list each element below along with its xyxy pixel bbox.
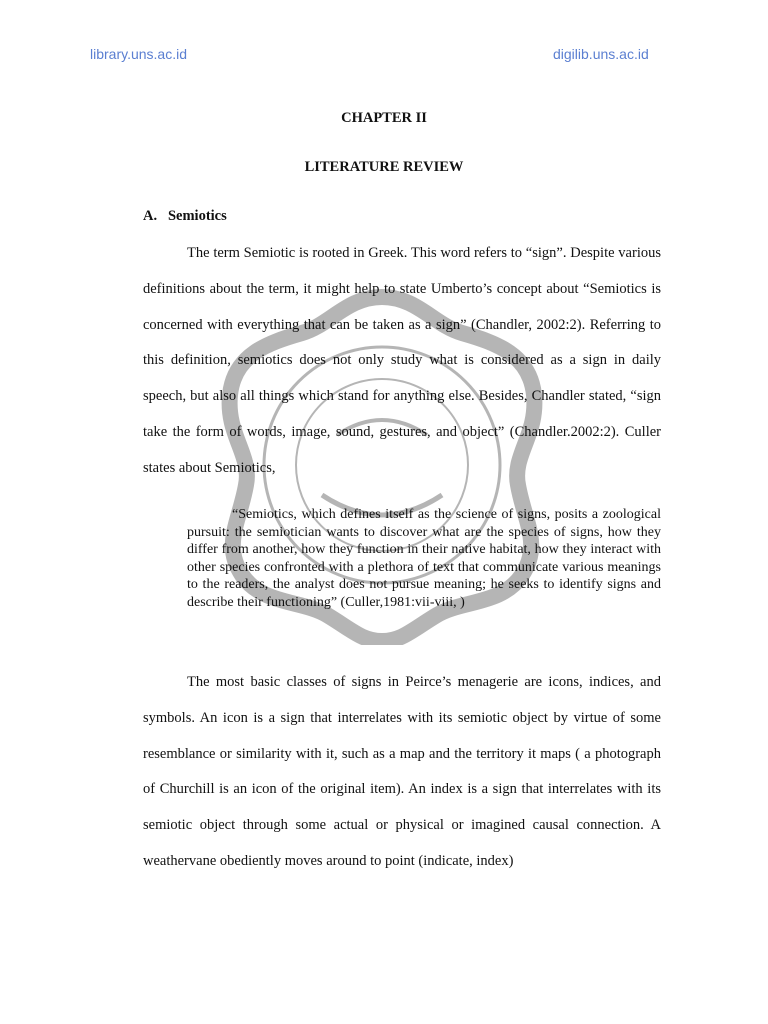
paragraph-text: The most basic classes of signs in Peirce’s menagerie are icons, indices, and symbols. An icon is a sign that interrelates with its semiotic object by virtue of some resemblance or similarity with it, such as a map and the territory it maps ( a photograph of Churchill is an icon of the original item). An index is a sign that interrelates with its semiotic object through some actual or physical or imagined causal connection. A weathervane obediently moves around to point (indicate, index) <box>143 674 661 869</box>
paragraph <box>143 665 661 880</box>
library-link[interactable]: library.uns.ac.id <box>90 46 188 62</box>
chapter-number: CHAPTER II <box>341 110 427 126</box>
block-quote-text: “Semiotics, which defines itself as the science of signs, posits a zoological pursuit: the semiotician wants to discover what are the species of signs, how they differ from another, how they function in their native habitat, how they interact with other species confronted with a plethora of text that communicate various meanings to the readers, the analyst does not pursue meaning; he seeks to identify signs and describe their functioning” (Culler,1981:vii-viii, ) <box>187 507 661 610</box>
block-quote <box>187 506 661 612</box>
chapter-title: LITERATURE REVIEW <box>304 159 464 175</box>
section-heading: A. Semiotics <box>143 208 227 224</box>
paragraph <box>143 236 661 487</box>
digilib-link[interactable]: digilib.uns.ac.id <box>553 46 649 62</box>
paragraph-text: The term Semiotic is rooted in Greek. This word refers to “sign”. Despite various definitions about the term, it might help to state Umberto’s concept about “Semiotics is concerned with everything that can be taken as a sign” (Chandler, 2002:2). Referring to this definition, semiotics does not only study what is considered as a sign in daily speech, but also all things which stand for anything else. Besides, Chandler stated, “sign take the form of words, image, sound, gestures, and object” (Chandler.2002:2). Culler states about Semiotics, <box>143 245 661 476</box>
